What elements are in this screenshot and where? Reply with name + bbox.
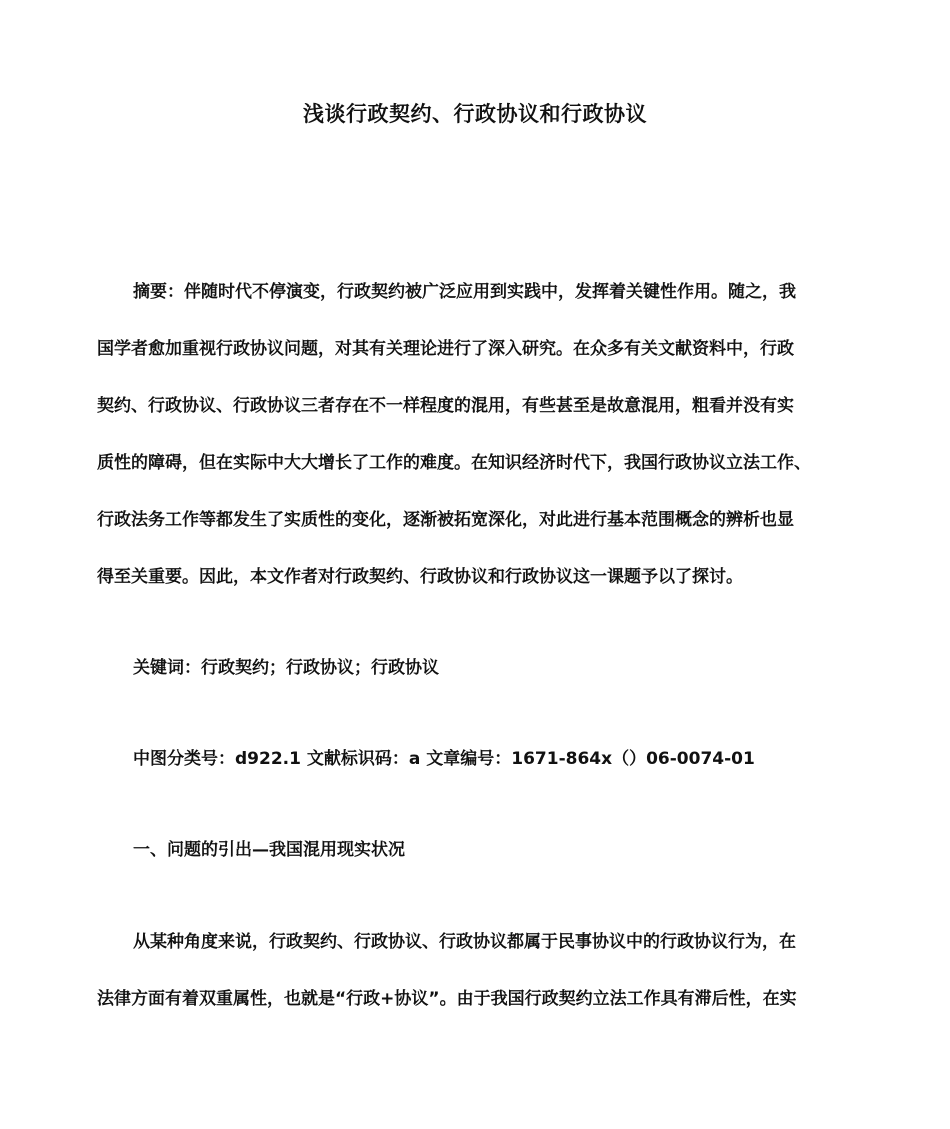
abstract-line-1: 摘要：伴随时代不停演变，行政契约被广泛应用到实践中，发挥着关键性作用。随之，我 bbox=[133, 282, 796, 302]
abstract-line-4: 质性的障碍，但在实际中大大增长了工作的难度。在知识经济时代下，我国行政协议立法工作、 bbox=[97, 453, 811, 473]
abstract-line-2: 国学者愈加重视行政协议问题，对其有关理论进行了深入研究。在众多有关文献资料中，行政 bbox=[97, 339, 794, 359]
keywords-line: 关键词：行政契约；行政协议；行政协议 bbox=[133, 658, 439, 678]
abstract-line-5: 行政法务工作等都发生了实质性的变化，逐渐被拓宽深化，对此进行基本范围概念的辨析也显 bbox=[97, 510, 794, 530]
document-title: 浅谈行政契约、行政协议和行政协议 bbox=[303, 102, 647, 126]
section-1-line-2: 法律方面有着双重属性，也就是“行政+协议”。由于我国行政契约立法工作具有滞后性，在实 bbox=[97, 989, 797, 1009]
abstract-line-6: 得至关重要。因此，本文作者对行政契约、行政协议和行政协议这一课题予以了探讨。 bbox=[97, 567, 743, 587]
classification-line: 中图分类号：d922.1 文献标识码：a 文章编号：1671-864x（）06-0074-01 bbox=[133, 749, 755, 769]
section-1-heading: 一、问题的引出—我国混用现实状况 bbox=[133, 840, 405, 860]
abstract-line-3: 契约、行政协议、行政协议三者存在不一样程度的混用，有些甚至是故意混用，粗看并没有实 bbox=[97, 396, 794, 416]
section-1-line-1: 从某种角度来说，行政契约、行政协议、行政协议都属于民事协议中的行政协议行为，在 bbox=[133, 932, 796, 952]
